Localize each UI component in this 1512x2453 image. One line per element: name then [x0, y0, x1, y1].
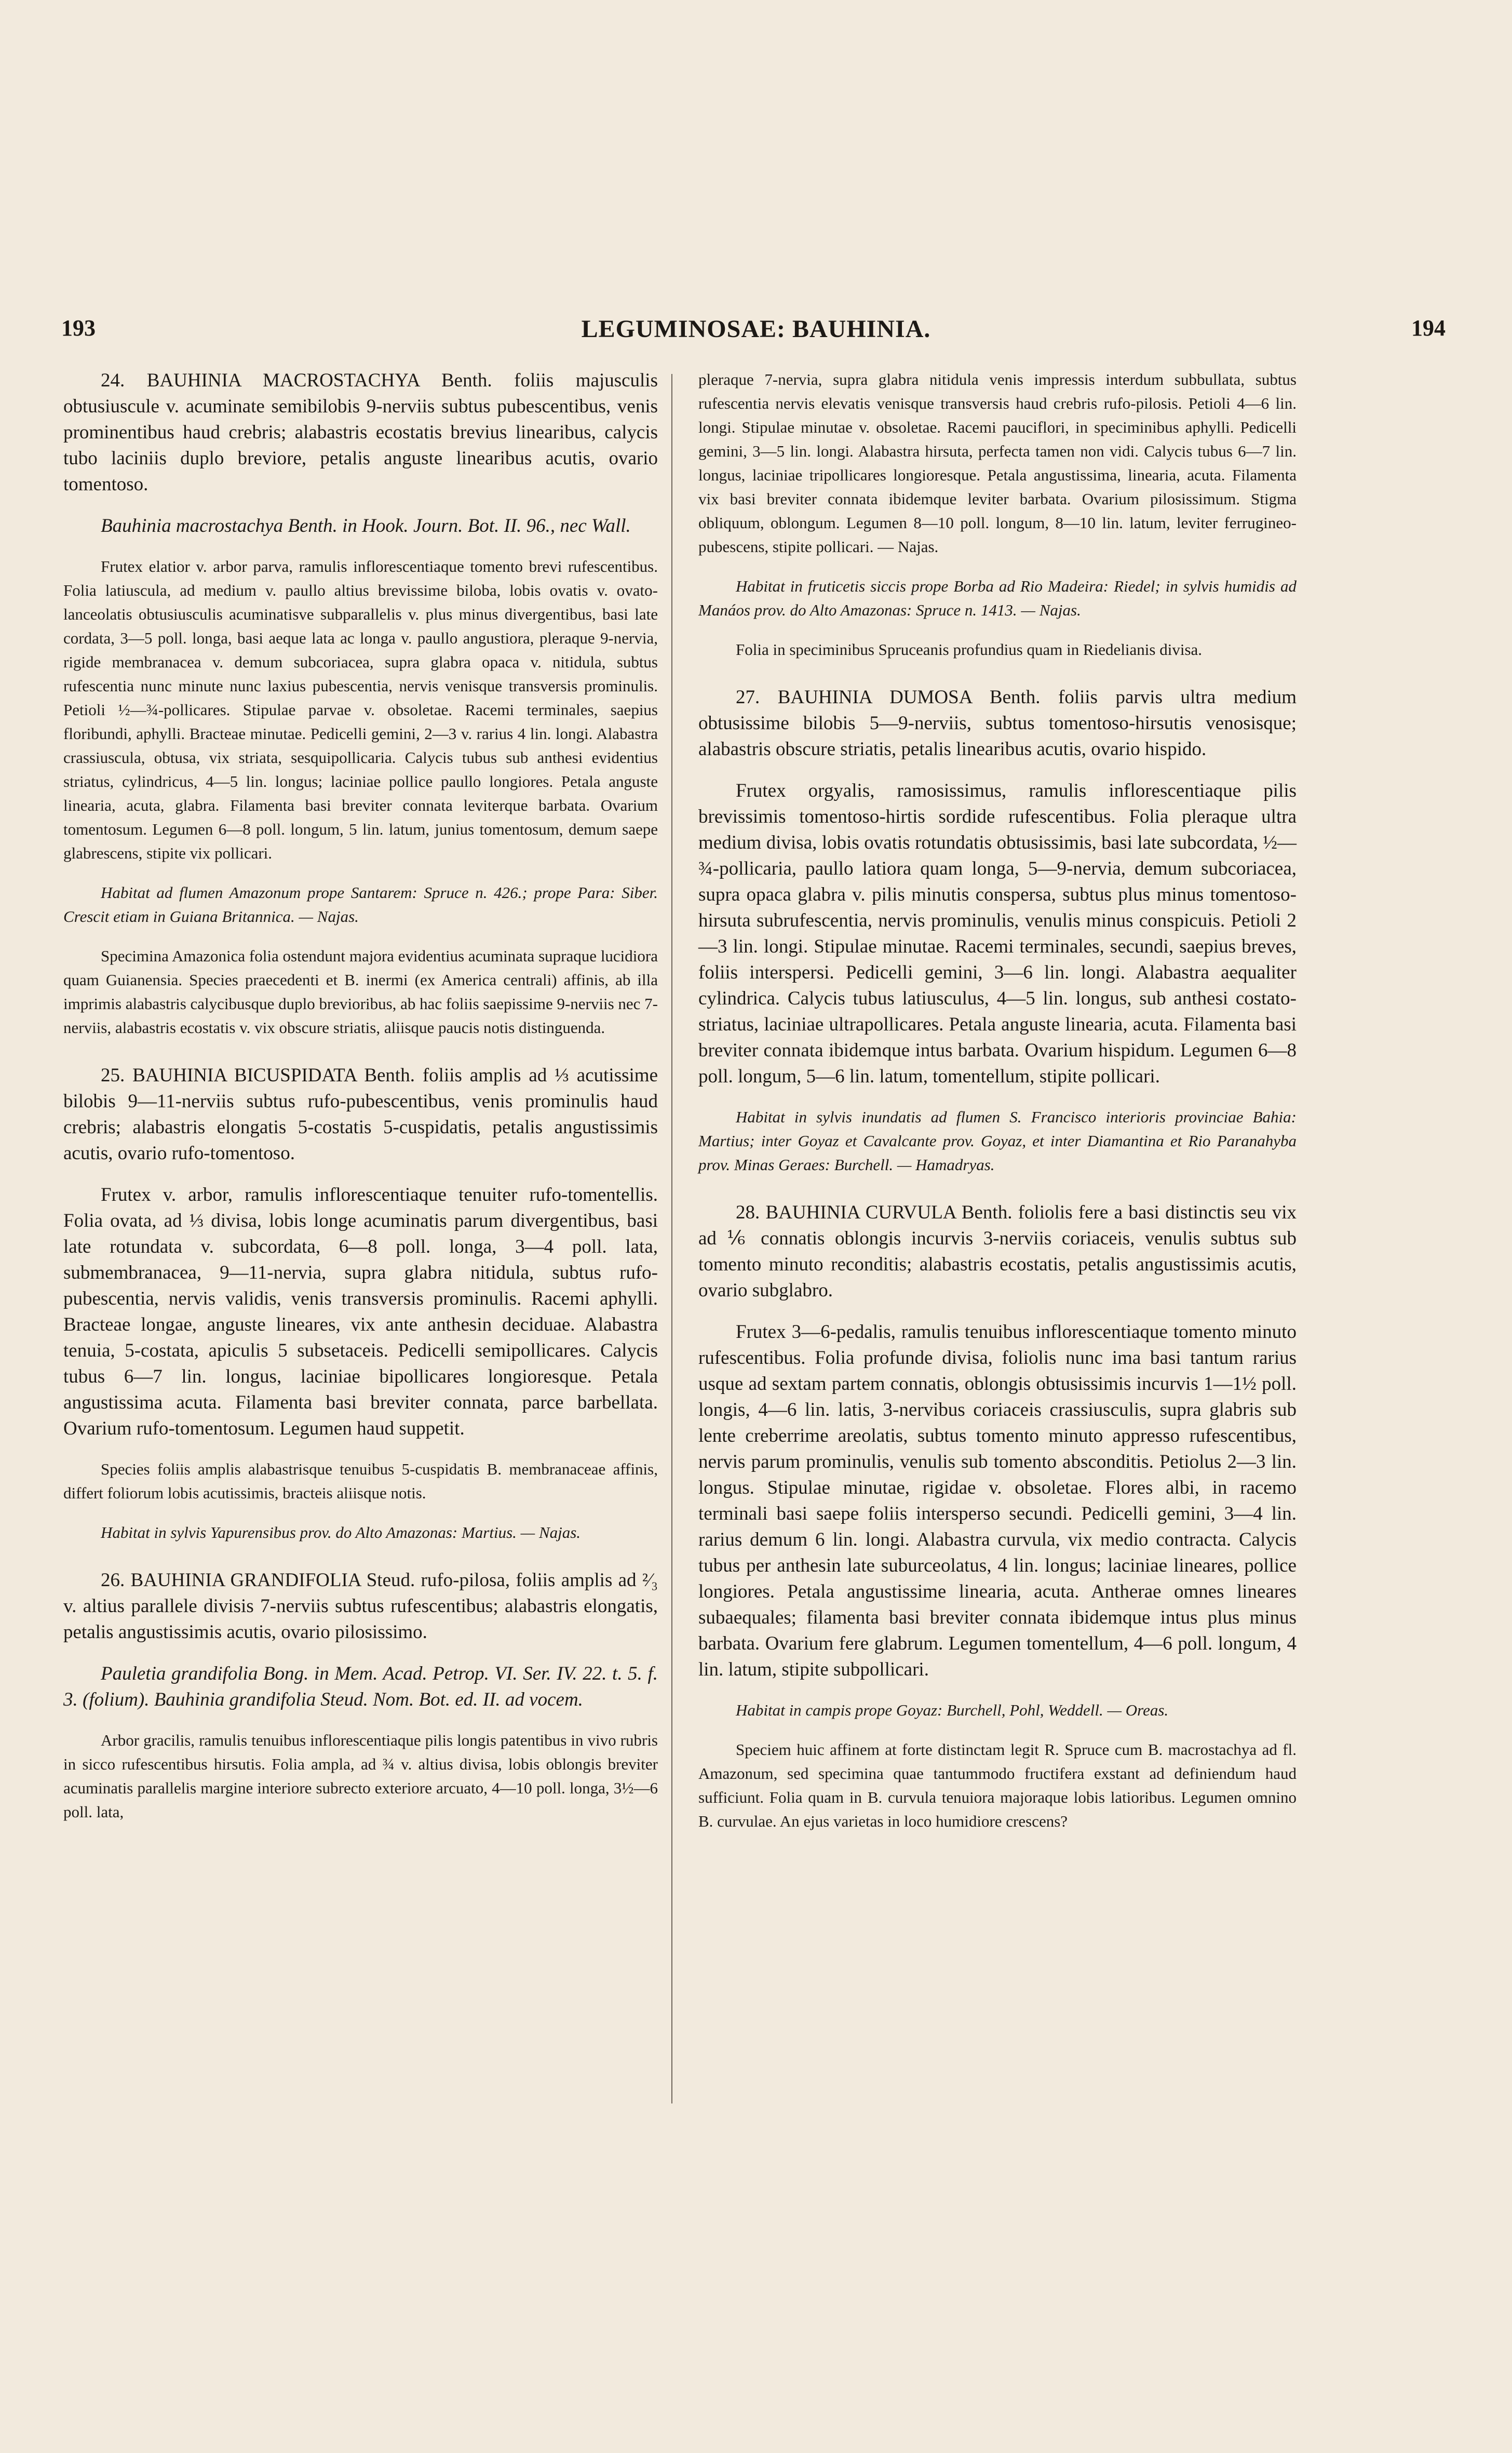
right-column — [698, 368, 1297, 1849]
species-24-diagnosis: 24. BAUHINIA MACROSTACHYA Benth. foliis majusculis obtusiuscule v. acuminate semibilobis 9-nerviis subtus pubescentibus, venis prominentibus haud crebris; alabastris ecostatis brevius linearibus, calycis tubo laciniis duplo breviore, petalis anguste linearibus acutis, ovario tomentoso. — [63, 370, 658, 495]
species-26-description-cont: pleraque 7-nervia, supra glabra nitidula venis impressis interdum subbullata, subtus rufescentia nervis elevatis venisque transversis haud crebris rufo-pilosis. Petioli 4—6 lin. longi. Stipulae minutae v. obsoletae. Racemi pauciflori, in speciminibus aphylli. Pedicelli gemini, 3—5 lin. longi. Alabastra hirsuta, perfecta tamen non vidi. Calycis tubus 6—7 lin. longus, laciniae tripollicares longioresque. Petala angustissima, linearia, acuta. Filamenta vix basi breviter connata ibidemque leviter barbata. Ovarium pilosissimum. Stigma obliquum, oblongum. Legumen 8—10 poll. longum, 8—10 lin. latum, leviter ferrugineo-pubescens, stipite pollicari. — Najas. — [698, 370, 1297, 556]
species-28-description: Frutex 3—6-pedalis, ramulis tenuibus inflorescentiaque tomento minuto rufescentibus. Folia profunde divisa, foliolis nunc ima basi tantum rarius usque ad sextam partem connatis, oblongis obtusissimis incurvis 1—1½ poll. longis, 4—6 lin. latis, 3-nervibus coriaceis crassiusculis, supra glabris sub lente creberrime areolatis, subtus tomento minuto appresso rufescentibus, nervis parum prominulis, venulis sub tomento absconditis. Petiolus 2—3 lin. longus. Stipulae minutae, rigidae v. obsoletae. Flores albi, in racemo terminali basi saepe foliis intersperso secundi. Pedicelli gemini, 3—4 lin. rarius demum 6 lin. longi. Alabastra curvula, vix medio contracta. Calycis tubus per anthesin late suburceolatus, 4 lin. longus; laciniae lineares, pollice longiores. Petala angustissime linearia, acuta. Antherae omnes lineares subaequales; filamenta basi breviter connata ibidemque intus plus minus barbata. Ovarium fere glabrum. Legumen tomentellum, 4—6 poll. longum, 4 lin. latum, stipite subpollicari. — [698, 1321, 1297, 1680]
species-27-diagnosis: 27. BAUHINIA DUMOSA Benth. foliis parvis ultra medium obtusissime bilobis 5—9-nerviis, subtus tomentoso-hirsutis venosisque; alabastris obscure striatis, petalis linearibus acutis, ovario hispido. — [698, 687, 1297, 760]
species-27-description: Frutex orgyalis, ramosissimus, ramulis inflorescentiaque pilis brevissimis tomentoso-hirtis sordide rufescentibus. Folia pleraque ultra medium divisa, lobis ovatis rotundatis obtusissimis, basi late subcordata, ½—¾-pollicaria, paullo latiora quam longa, 5—9-nervia, demum subcoriacea, supra opaca glabra v. pilis minutis conspersa, subtus plus minus tomentoso-hirsuta subrufescentia, nervis prominulis, venulis minus conspicuis. Petioli 2—3 lin. longi. Stipulae minutae. Racemi terminales, secundi, saepius breves, foliis interspersi. Pedicelli gemini, 3—6 lin. longi. Alabastra aequaliter cylindrica. Calycis tubus latiusculus, 4—5 lin. longus, sub anthesi costato-striatus, laciniae ultrapollicares. Petala anguste linearia, acuta. Filamenta basi breviter connata ibidemque intus barbata. Ovarium hispidum. Legumen 6—8 poll. longum, 5—6 lin. latum, tomentellum, stipite pollicari. — [698, 780, 1297, 1087]
species-26-habitat: Habitat in fruticetis siccis prope Borba ad Rio Madeira: Riedel; in sylvis humidis ad Manáos prov. do Alto Amazonas: Spruce n. 1413. — Najas. — [698, 577, 1297, 619]
species-26-synonymy: Pauletia grandifolia Bong. in Mem. Acad. Petrop. VI. Ser. IV. 22. t. 5. f. 3. (folium). Bauhinia grandifolia Steud. Nom. Bot. ed. II. ad vocem. — [63, 1663, 658, 1710]
species-24-habitat: Habitat ad flumen Amazonum prope Santarem: Spruce n. 426.; prope Para: Siber. Crescit etiam in Guiana Britannica. — Najas. — [63, 883, 658, 926]
page-number-left: 193 — [61, 315, 96, 341]
column-divider — [671, 374, 672, 2103]
page-header — [0, 315, 1512, 351]
species-25-description: Frutex v. arbor, ramulis inflorescentiaque tenuiter rufo-tomentellis. Folia ovata, ad ⅓ divisa, lobis longe acuminatis parum divergentibus, basi late rotundata v. subcordata, 6—8 poll. longa, 3—4 poll. lata, submembranacea, 9—11-nervia, supra glabra nitidula, subtus rufo-pubescentia, nervis validis, venis transversis prominulis. Racemi aphylli. Bracteae longae, anguste lineares, vix ante anthesin deciduae. Alabastra tenuia, 5-costata, apiculis 5 subsetaceis. Pedicelli semipollicares. Calycis tubus 6—7 lin. longus, laciniae bipollicares longioresque. Petala angustissima acuta. Filamenta basi breviter connata, parce barbellata. Ovarium rufo-tomentosum. Legumen haud suppetit. — [63, 1184, 658, 1439]
left-column — [63, 368, 658, 1840]
running-title: LEGUMINOSAE: BAUHINIA. — [581, 315, 931, 343]
page-number-right: 194 — [1411, 315, 1446, 341]
species-24-description: Frutex elatior v. arbor parva, ramulis inflorescentiaque tomento brevi rufescentibus. Folia latiuscula, ad medium v. paullo altius brevissime biloba, lobis ovatis v. ovato-lanceolatis obtusiusculis acuminatisve subparallelis v. plus minus divergentibus, basi late cordata, 3—5 poll. longa, basi aeque lata ac longa v. paullo angustiora, pleraque 9-nervia, rigide membranacea v. demum subcoriacea, supra glabra opaca v. nitidula, subtus rufescentia nunc minute nunc laxius pubescentia, nervis venisque transversis prominulis. Petioli ½—¾-pollicares. Stipulae parvae v. obsoletae. Racemi terminales, saepius floribundi, aphylli. Bracteae minutae. Pedicelli gemini, 2—3 v. rarius 4 lin. longi. Alabastra crassiuscula, obtusa, vix striata, sesquipollicaria. Calycis tubus sub anthesi evidentius striatus, cylindricus, 4—5 lin. longus; laciniae pollice paullo longiores. Petala anguste linearia, acuta, glabra. Filamenta basi breviter connata leviterque barbata. Ovarium tomentosum. Legumen 6—8 poll. longum, 5 lin. latum, junius tomentosum, demum saepe glabrescens, stipite vix pollicari. — [63, 557, 658, 862]
species-25-notes: Species foliis amplis alabastrisque tenuibus 5-cuspidatis B. membranaceae affinis, differt foliorum lobis acutissimis, bracteis aliisque notis. — [63, 1460, 658, 1502]
species-24-notes: Specimina Amazonica folia ostendunt majora evidentius acuminata supraque lucidiora quam Guianensia. Species praecedenti et B. inermi (ex America centrali) affinis, ab illa imprimis alabastris calycibusque duplo brevioribus, ab hac foliis saepissime 9-nerviis nec 7-nerviis, alabastris ecostatis v. vix obscure striatis, aliisque paucis notis distinguenda. — [63, 947, 658, 1037]
species-25-habitat: Habitat in sylvis Yapurensibus prov. do Alto Amazonas: Martius. — Najas. — [101, 1523, 581, 1541]
species-28-diagnosis: 28. BAUHINIA CURVULA Benth. foliolis fere a basi distinctis seu vix ad ⅙ connatis oblongis incurvis 3-nerviis coriaceis, venulis subtus sub tomento minuto reconditis; alabastris ecostatis, petalis angustissimis acutis, ovario subglabro. — [698, 1202, 1297, 1301]
species-25-diagnosis: 25. BAUHINIA BICUSPIDATA Benth. foliis amplis ad ⅓ acutissime bilobis 9—11-nerviis subtus rufo-pubescentibus, venis prominulis haud crebris; alabastris elongatis 5-costatis 5-cuspidatis, petalis angustissimis acutis, ovario rufo-tomentoso. — [63, 1065, 658, 1164]
species-28-habitat: Habitat in campis prope Goyaz: Burchell, Pohl, Weddell. — Oreas. — [736, 1701, 1169, 1719]
species-26-diagnosis: 26. BAUHINIA GRANDIFOLIA Steud. rufo-pilosa, foliis amplis ad ²⁄₃ v. altius parallele divisis 7-nerviis subtus rufescentibus; alabastris elongatis, petalis angustissimis acutis, ovario pilosissimo. — [63, 1570, 658, 1643]
species-24-synonymy: Bauhinia macrostachya Benth. in Hook. Journ. Bot. II. 96., nec Wall. — [101, 515, 631, 537]
species-27-habitat: Habitat in sylvis inundatis ad flumen S. Francisco interioris provinciae Bahia: Martius; inter Goyaz et Cavalcante prov. Goyaz, et inter Diamantina et Rio Paranahyba prov. Minas Geraes: Burchell. — Hamadryas. — [698, 1108, 1297, 1174]
species-26-notes: Folia in speciminibus Spruceanis profundius quam in Riedelianis divisa. — [736, 640, 1203, 659]
species-28-notes: Speciem huic affinem at forte distinctam legit R. Spruce cum B. macrostachya ad fl. Amazonum, sed specimina quae tantummodo fructifera exstant ad definiendum haud sufficiunt. Folia quam in B. curvula tenuiora majoraque lobis latioribus. Legumen omnino B. curvulae. An ejus varietas in loco humidiore crescens? — [698, 1740, 1297, 1830]
species-26-description: Arbor gracilis, ramulis tenuibus inflorescentiaque pilis longis patentibus in vivo rubris in sicco rufescentibus hirsutis. Folia ampla, ad ¾ v. altius divisa, lobis oblongis breviter acuminatis parallelis margine interiore subrecto exteriore arcuato, 4—10 poll. longa, 3½—6 poll. lata, — [63, 1731, 658, 1821]
